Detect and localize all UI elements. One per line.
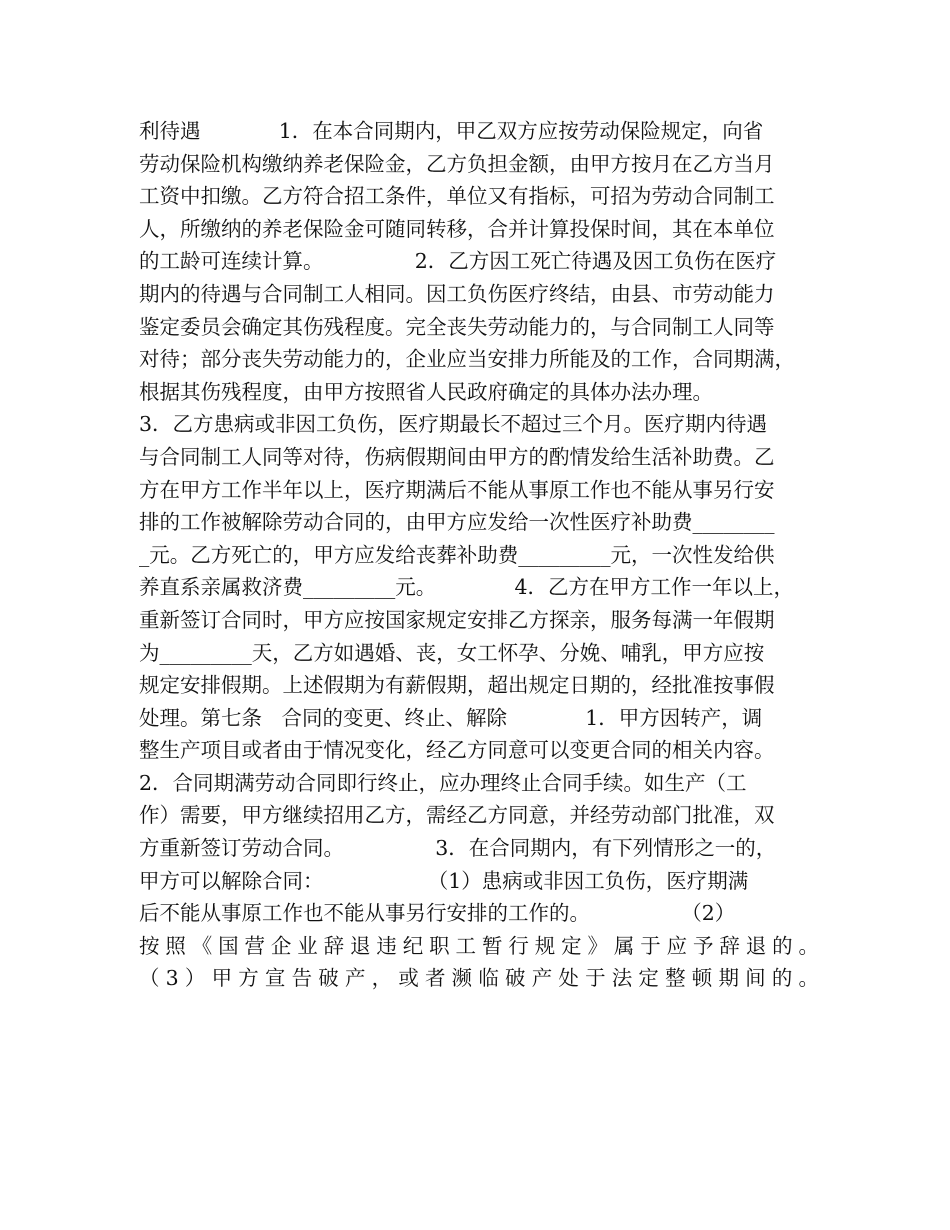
text-line: 后不能从事原工作也不能从事另行安排的工作的。 （2）: [139, 901, 736, 926]
text-line: （3）甲方宣告破产，或者濒临破产处于法定整顿期间的。: [139, 966, 819, 991]
text-line: 2．合同期满劳动合同即行终止，应办理终止合同手续。如生产（工: [139, 770, 747, 795]
text-line: 作）需要，甲方继续招用乙方，需经乙方同意，并经劳动部门批准，双: [139, 803, 775, 828]
text-line: 工资中扣缴。乙方符合招工条件，单位又有指标，可招为劳动合同制工: [139, 184, 775, 209]
text-line: 鉴定委员会确定其伤残程度。完全丧失劳动能力的，与合同制工人同等: [139, 314, 775, 339]
text-line: 根据其伤残程度，由甲方按照省人民政府确定的具体办法办理。: [139, 379, 713, 404]
text-line: 规定安排假期。上述假期为有薪假期，超出规定日期的，经批准按事假: [139, 673, 775, 698]
text-line: 排的工作被解除劳动合同的，由甲方应发给一次性医疗补助费________: [139, 510, 775, 535]
text-line: 与合同制工人同等对待，伤病假期间由甲方的酌情发给生活补助费。乙: [139, 444, 775, 469]
text-line: 劳动保险机构缴纳养老保险金，乙方负担金额，由甲方按月在乙方当月: [139, 151, 775, 176]
text-line: 按照《国营企业辞退违纪职工暂行规定》属于应予辞退的。: [139, 933, 819, 958]
text-line: 方重新签订劳动合同。 3．在合同期内，有下列情形之一的，: [139, 836, 777, 861]
text-line: 利待遇 1．在本合同期内，甲乙双方应按劳动保险规定，向省: [139, 119, 764, 143]
text-line: 对待；部分丧失劳动能力的，企业应当安排力所能及的工作，合同期满，: [139, 347, 795, 372]
text-line: 处理。第七条 合同的变更、终止、解除 1．甲方因转产，调: [139, 705, 763, 730]
text-line: 养直系亲属救济费_________元。 4．乙方在甲方工作一年以上，: [139, 575, 794, 600]
text-line: 方在甲方工作半年以上，医疗期满后不能从事原工作也不能从事另行安: [139, 477, 775, 502]
contract-text-body: [139, 115, 819, 995]
text-line: 期内的待遇与合同制工人相同。因工负伤医疗终结，由县、市劳动能力: [139, 281, 775, 306]
text-line: 人，所缴纳的养老保险金可随同转移，合并计算投保时间，其在本单位: [139, 216, 775, 241]
text-line: 3．乙方患病或非因工负伤，医疗期最长不超过三个月。医疗期内待遇: [139, 412, 768, 437]
text-line: 整生产项目或者由于情况变化，经乙方同意可以变更合同的相关内容。: [139, 738, 775, 763]
text-line: 重新签订合同时，甲方应按国家规定安排乙方探亲，服务每满一年假期: [139, 607, 775, 632]
text-line: 甲方可以解除合同： （1）患病或非因工负伤，医疗期满: [139, 868, 749, 893]
text-line: 的工龄可连续计算。 2．乙方因工死亡待遇及因工负伤在医疗: [139, 249, 777, 274]
text-line: _元。乙方死亡的，甲方应发给丧葬补助费_________元，一次性发给供: [139, 542, 775, 567]
text-line: 为_________天，乙方如遇婚、丧，女工怀孕、分娩、哺乳，甲方应按: [139, 640, 765, 665]
